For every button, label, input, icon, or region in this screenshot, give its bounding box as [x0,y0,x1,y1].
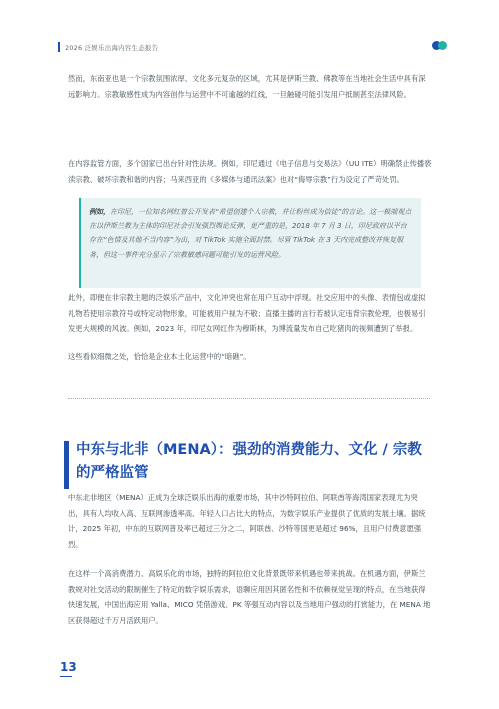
paragraph-mena-opportunity: 在这样一个高消费潜力、高娱乐化的市场，独特的阿拉伯文化背景既带来机遇也带来挑战。在机遇方面，伊斯兰教规对社交活动的限制催生了特定的数字娱乐需求，语聊应用因其匿名性和不依赖视觉呈现的特点，在当地获得快速发展，中国出海应用 Yalla、MICO 凭借游戏、PK 等强互动内容以及当地用户强动的打赏能力，在 MENA 地区获得超过千万月活跃用户。 [68,569,431,625]
brand-dots-icon [432,41,447,50]
section-heading: 中东与北非（MENA）：强劲的消费能力、文化 / 宗教的严格监管 [76,442,422,481]
callout-lead: 例如， [89,208,110,216]
paragraph-cultural-conflict: 此外，即便在非宗教主题的泛娱乐产品中，文化冲突也常在用户互动中浮现。社交应用中的头像、表情包或虚拟礼物若使用宗教符号或特定动物形象，可能被用户视为不敬；直播主播的言行若被认定违背宗教伦理，也极易引发更大规模的风波。例如，2023 年，印尼女网红作为穆斯林，为博流量发布自己吃猪肉的视频遭到了举报。 [68,293,426,334]
section-accent-bar [64,441,69,489]
running-header [58,41,158,53]
paragraph-religion-overview: 然而，东南亚也是一个宗教氛围浓厚、文化多元复杂的区域，尤其是伊斯兰教、佛教等在当地社会生活中具有深远影响力。宗教敏感性成为内容创作与运营中不可逾越的红线，一旦触碰可能引发用户抵制甚至法律风险。 [68,74,426,99]
callout-body: 在印尼，一位知名网红曾公开发表“希望创建个人宗教，并让粉丝成为信徒”的言论。这一极端观点在以伊斯兰教为主体的印尼社会引发强烈舆论反弹，更严重的是，2018 年 7 月 3 日，印尼政府以平台存在“色情及其他不当内容”为由，对 TikTok 实施全面封禁。尽管 TikTok 在 3 天内完成整改并恢复服务，但这一事件充分显示了宗教敏感问题可能引发的运营风险。 [89,208,412,259]
page-number-underline [60,676,72,677]
example-callout [79,198,421,288]
teal-dot-icon [438,41,447,50]
header-title: 2026 泛娱乐出海内容生态报告 [65,43,159,52]
page-number: 13 [60,660,77,674]
callout-text [89,205,413,262]
paragraph-content-regulation: 在内容监管方面，多个国家已出台针对性法规。例如，印尼通过《电子信息与交易法》（UU ITE）明确禁止传播亵渎宗教、破坏宗教和谐的内容；马来西亚的《多媒体与通讯法案》也对“侮辱宗教”行为设定了严苛处罚。 [68,159,432,184]
paragraph-hidden-reefs: 这些看似细微之处，恰恰是企业本土化运营中的“暗礁”。 [68,352,251,361]
header-accent-bar [58,42,60,52]
section-divider [68,398,430,399]
paragraph-mena-market: 中东北非地区（MENA）正成为全球泛娱乐出海的重要市场，其中沙特阿拉伯、阿联酋等海湾国家表现尤为突出，具有人均收入高、互联网渗透率高、年轻人口占比大的特点，为数字娱乐产业提供了优质的发展土壤。据统计，2025 年初，中东的互联网普及率已超过三分之二，阿联酋、沙特等国更是超过 96%，且用户付费意愿强烈。 [68,493,426,549]
